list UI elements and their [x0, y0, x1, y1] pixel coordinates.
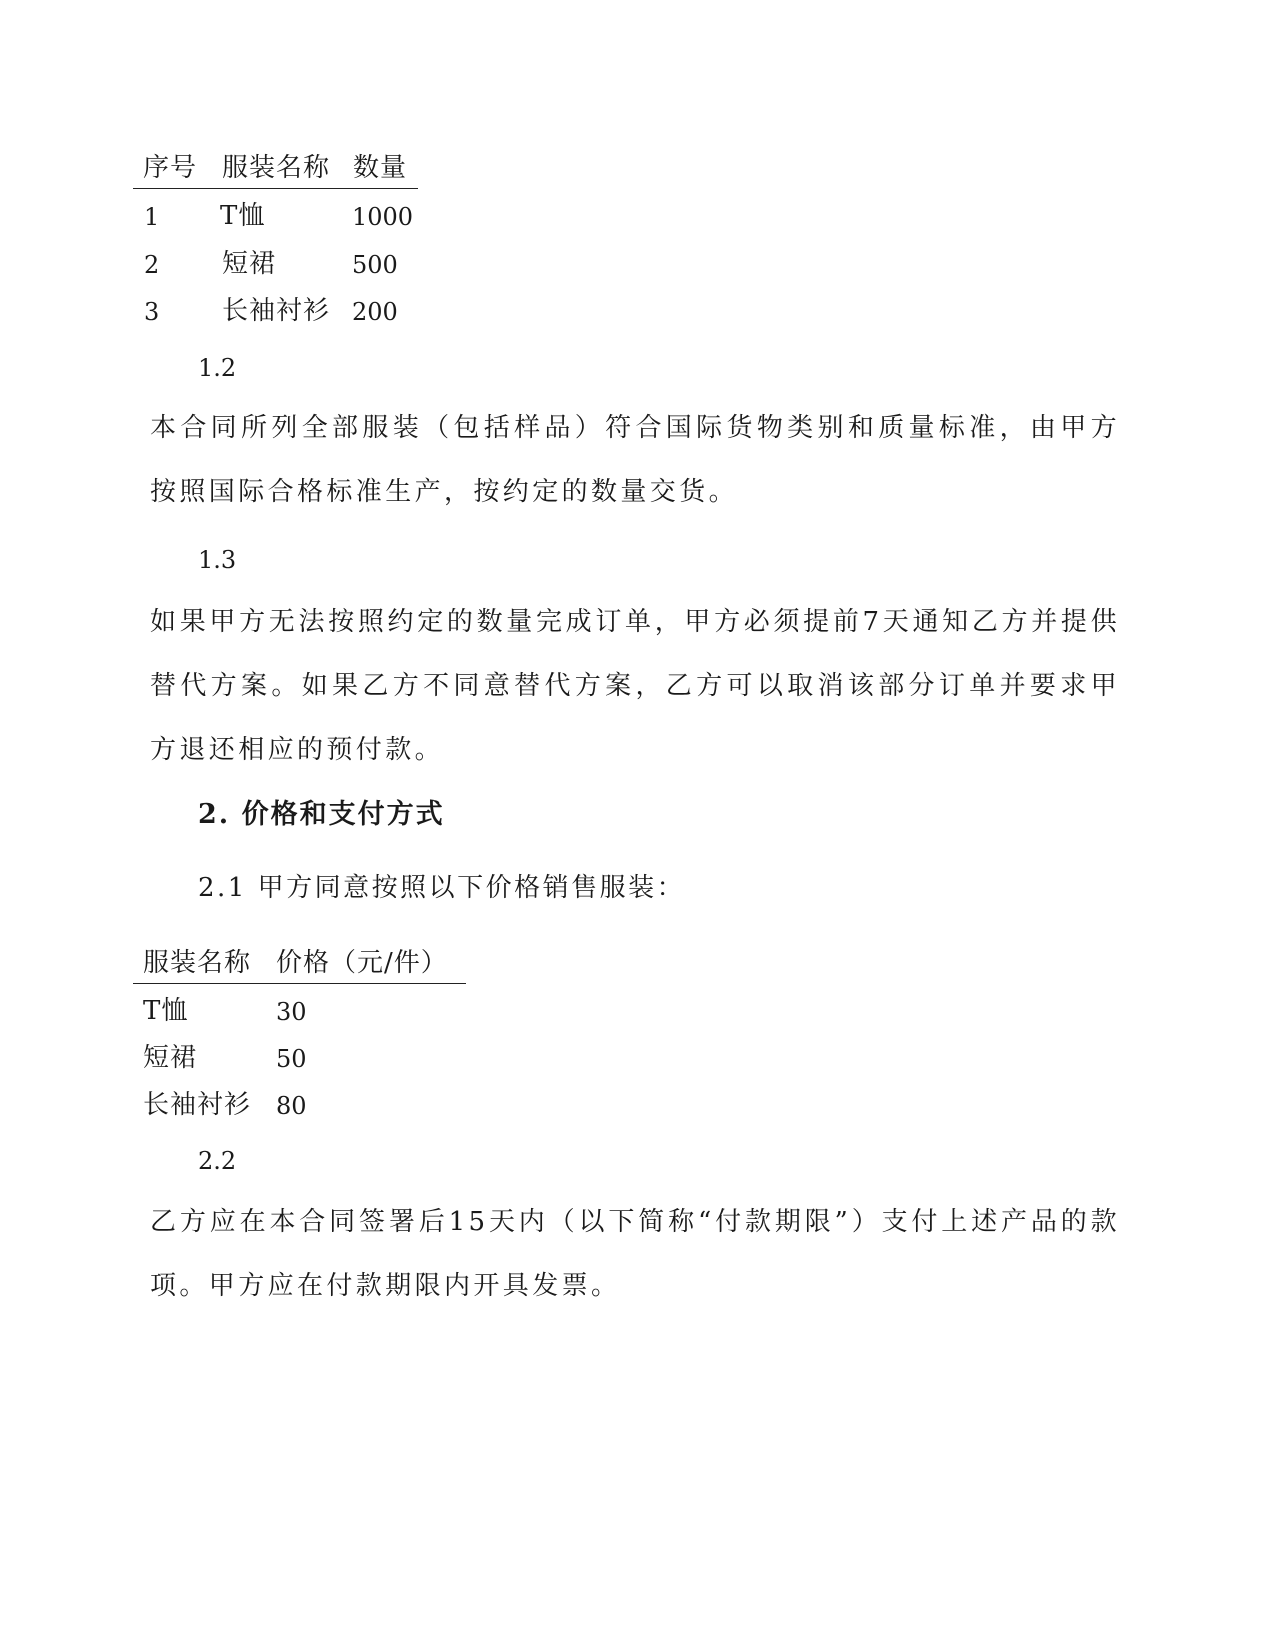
section-intro: 2.1 甲方同意按照以下价格销售服装： [198, 873, 686, 903]
quantity-table-cell-index: 1 [144, 203, 160, 231]
quantity-table-cell-index: 3 [144, 298, 160, 326]
paragraph-order-substitution: 如果甲方无法按照约定的数量完成订单，甲方必须提前7天通知乙方并提供替代方案。如果乙方不同意替代方案，乙方可以取消该部分订单并要求甲方退还相应的预付款。 [150, 607, 1120, 765]
quantity-table-header-rule [133, 188, 418, 189]
section-number: 1.2 [198, 354, 237, 382]
price-table-cell-price: 30 [276, 998, 307, 1026]
quantity-table-cell-name: 长袖衬衫 [222, 296, 331, 326]
quantity-table-cell-index: 2 [144, 251, 160, 279]
paragraph-payment-terms: 乙方应在本合同签署后15天内（以下简称“付款期限”）支付上述产品的款项。甲方应在付款期限内开具发票。 [150, 1207, 1120, 1301]
price-table-cell-name: 短裙 [143, 1043, 198, 1073]
quantity-table-header-qty: 数量 [353, 153, 408, 183]
price-table-cell-price: 50 [276, 1045, 307, 1073]
section-heading: 2. 价格和支付方式 [198, 799, 445, 830]
section-number: 1.3 [198, 546, 237, 574]
quantity-table-cell-qty: 1000 [352, 203, 414, 231]
quantity-table-cell-name: T恤 [220, 201, 266, 231]
quantity-table-cell-name: 短裙 [222, 249, 277, 279]
paragraph-quality-standard: 本合同所列全部服装（包括样品）符合国际货物类别和质量标准，由甲方按照国际合格标准生产，按约定的数量交货。 [150, 413, 1120, 507]
quantity-table-header-index: 序号 [143, 153, 198, 183]
price-table-cell-name: T恤 [143, 996, 189, 1026]
price-table-header-price: 价格（元/件） [276, 948, 448, 978]
price-table-header-name: 服装名称 [143, 948, 252, 978]
price-table-cell-price: 80 [276, 1092, 307, 1120]
quantity-table-header-name: 服装名称 [222, 153, 331, 183]
quantity-table-cell-qty: 200 [352, 298, 398, 326]
price-table-header-rule [133, 983, 466, 984]
section-number: 2.2 [198, 1147, 237, 1175]
price-table-cell-name: 长袖衬衫 [143, 1090, 252, 1120]
quantity-table-cell-qty: 500 [352, 251, 398, 279]
